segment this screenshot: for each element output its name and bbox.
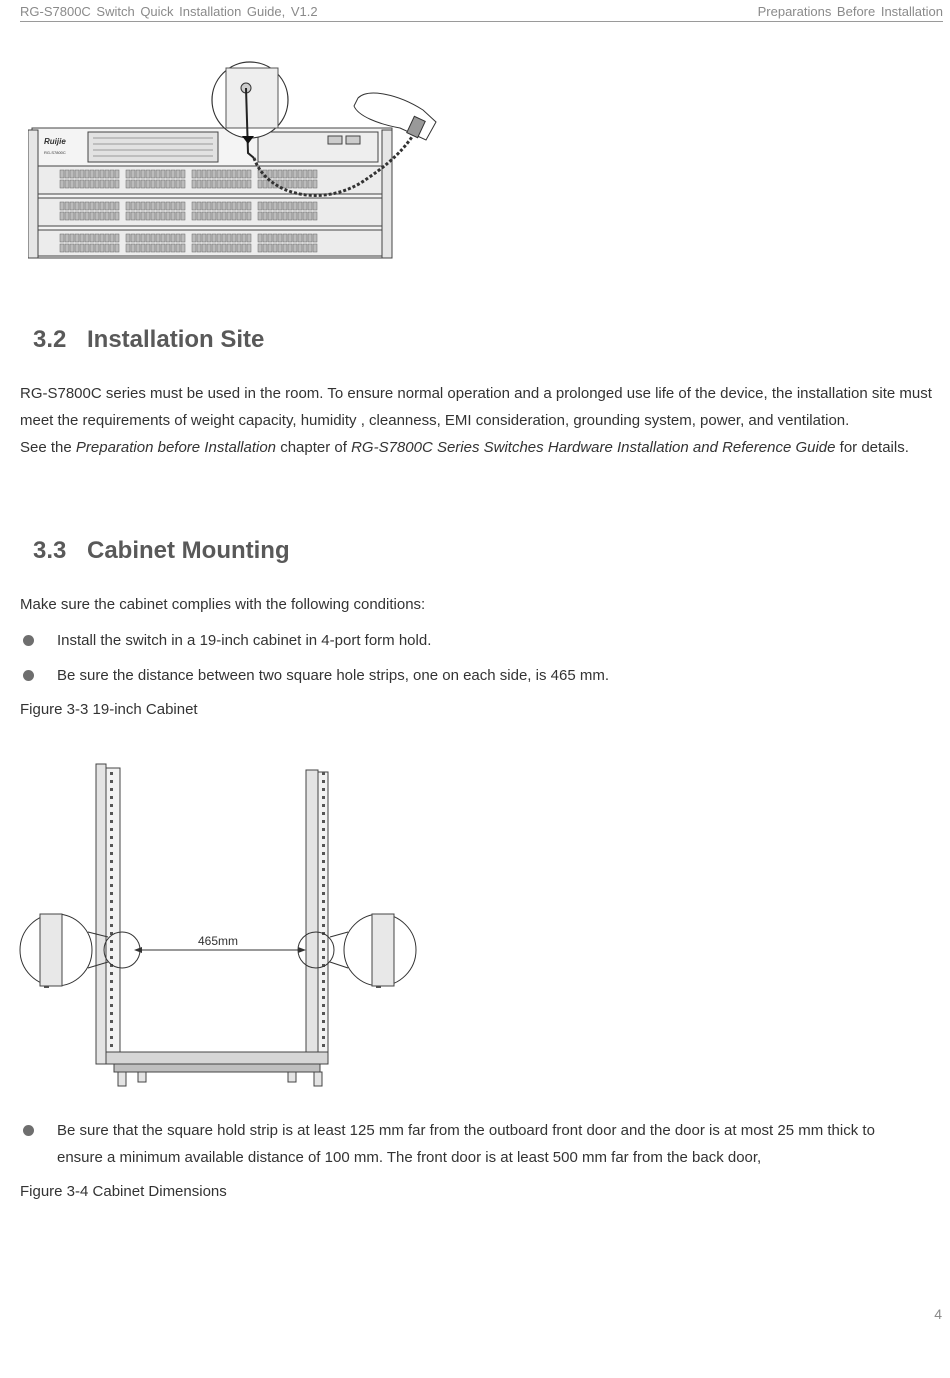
page-number: 4 xyxy=(934,1306,942,1322)
list-item: Install the switch in a 19-inch cabinet in 4-port form hold. xyxy=(20,627,920,654)
header-doc-title: RG-S7800C Switch Quick Installation Guide, V1.2 xyxy=(20,4,318,19)
list-item: Be sure that the square hold strip is at least 125 mm far from the outboard front door and the door is at most 25 mm thick to ensure a minimum available distance of 100 mm. The front door is at least 500 mm far from the back door, xyxy=(20,1117,920,1171)
section-3-2-heading: 3.2 Installation Site xyxy=(33,326,265,353)
chassis-model-label: RG-S7800C xyxy=(44,150,66,155)
ruijie-logo: Ruijie xyxy=(44,137,66,146)
page-header xyxy=(20,4,943,22)
installation-site-paragraph: RG-S7800C series must be used in the room. To ensure normal operation and a prolonged use life of the device, the installation site must meet the requirements of weight capacity, humidity , cleanness, EMI consideration, grounding system, power, and ventilation. See the Preparation before Installation chapter of RG-S7800C Series Switches Hardware Installation and Reference Guide for details. xyxy=(20,385,932,456)
section-3-3-heading: 3.3 Cabinet Mounting xyxy=(33,537,290,564)
dimension-465mm-label: 465mm xyxy=(198,934,239,948)
list-item: Be sure the distance between two square hole strips, one on each side, is 465 mm. xyxy=(20,662,920,689)
cabinet-figure xyxy=(18,762,418,1092)
cabinet-intro-text: Make sure the cabinet complies with the following conditions: xyxy=(20,596,426,613)
figure-3-3-caption: Figure 3-3 19-inch Cabinet xyxy=(20,701,198,718)
esd-wrist-strap-figure xyxy=(28,58,448,264)
header-chapter-title: Preparations Before Installation xyxy=(757,4,943,19)
figure-3-4-caption: Figure 3-4 Cabinet Dimensions xyxy=(20,1183,227,1200)
